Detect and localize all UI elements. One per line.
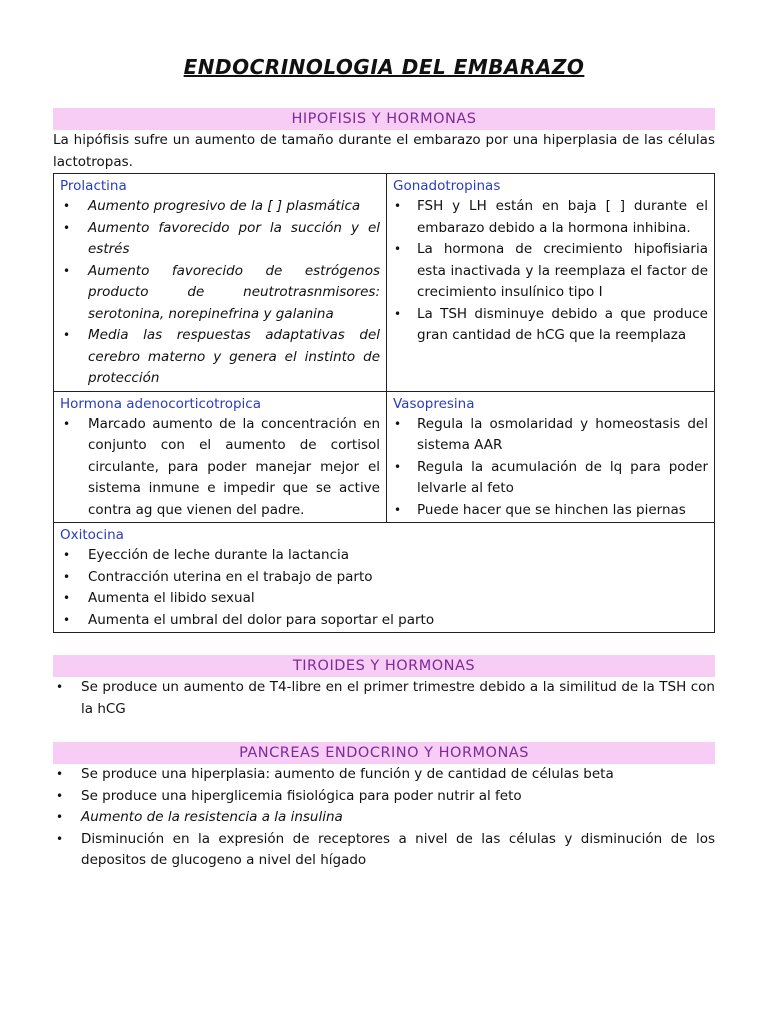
hormone-table — [53, 173, 715, 633]
list-item: • Marcado aumento de la concentración en conjunto con el aumento de cortisol circulante, para poder manejar mejor el sistema inmune e impedir que se active contra ag que vienen del padre. — [63, 415, 380, 518]
document-page — [53, 50, 715, 872]
list-item: • Aumenta el libido sexual — [60, 588, 708, 610]
bullet-icon: • — [56, 831, 64, 846]
cell-title-acth: Hormona adenocorticotropica — [60, 395, 261, 412]
list-prolactina — [60, 196, 380, 390]
list-item: • Regula la acumulación de lq para poder lelvarle al feto — [394, 458, 708, 496]
list-item: • Aumento favorecido de estrógenos producto de neutrotrasnmisores: serotonina, norepinefrina y galanina — [63, 262, 380, 322]
list-item: • Se produce una hiperglicemia fisiológica para poder nutrir al feto — [53, 786, 715, 808]
bullet-icon: • — [63, 612, 71, 627]
bullet-icon: • — [63, 328, 71, 342]
bullet-icon: • — [63, 199, 71, 213]
bullet-icon: • — [56, 767, 64, 781]
list-item: • La hormona de crecimiento hipofisiaria esta inactivada y la reemplaza el factor de crecimiento insulínico tipo I — [394, 241, 708, 300]
list-oxitocina — [60, 545, 708, 631]
list-gonadotropinas — [393, 196, 708, 347]
list-item: • Aumento favorecido por la succión y el estrés — [63, 219, 380, 257]
cell-gonadotropinas — [387, 174, 715, 392]
bullet-icon: • — [394, 306, 402, 321]
list-item: • Disminución en la expresión de receptores a nivel de las células y disminución de los depositos de glucogeno a nivel del hígado — [56, 830, 715, 868]
list-item: • La TSH disminuye debido a que produce gran cantidad de hCG que la reemplaza — [394, 305, 708, 343]
bullet-icon: • — [394, 502, 402, 517]
bullet-icon: • — [63, 591, 71, 605]
bullet-icon: • — [56, 680, 64, 694]
bullet-icon: • — [394, 199, 402, 213]
cell-acth — [54, 391, 387, 523]
bullet-icon: • — [63, 416, 71, 431]
hipofisis-intro: La hipófisis sufre un aumento de tamaño durante el embarazo por una hiperplasia de las células lactotropas. — [53, 132, 715, 170]
page-title: ENDOCRINOLOGIA DEL EMBARAZO — [183, 55, 585, 79]
bullet-icon: • — [56, 810, 64, 824]
cell-title-gonadotropinas: Gonadotropinas — [393, 178, 501, 194]
cell-title-oxitocina: Oxitocina — [60, 527, 124, 543]
list-item: • Regula la osmolaridad y homeostasis del sistema AAR — [394, 415, 708, 453]
section-heading-hipofisis: HIPOFISIS Y HORMONAS — [53, 108, 715, 130]
list-item: • Contracción uterina en el trabajo de parto — [60, 567, 708, 589]
bullet-icon: • — [63, 548, 71, 562]
bullet-icon: • — [63, 569, 71, 584]
section-heading-pancreas: PANCREAS ENDOCRINO Y HORMONAS — [53, 742, 715, 764]
cell-title-prolactina: Prolactina — [60, 178, 127, 194]
cell-title-vasopresina: Vasopresina — [393, 395, 475, 412]
cell-oxitocina — [54, 523, 715, 633]
list-item: • Media las respuestas adaptativas del cerebro materno y genera el instinto de protección — [63, 327, 380, 386]
bullet-icon: • — [63, 263, 71, 278]
list-item: • Eyección de leche durante la lactancia — [60, 545, 708, 567]
list-item: • Aumenta el umbral del dolor para soportar el parto — [60, 610, 708, 632]
list-vasopresina — [393, 414, 708, 522]
cell-prolactina — [54, 174, 387, 392]
list-tiroides — [53, 677, 715, 720]
bullet-icon: • — [63, 220, 71, 235]
list-item: • FSH y LH están en baja [ ] durante el embarazo debido a la hormona inhibina. — [394, 198, 708, 236]
bullet-icon: • — [394, 242, 402, 256]
section-heading-tiroides: TIROIDES Y HORMONAS — [53, 655, 715, 677]
list-item: • Aumento de la resistencia a la insulina — [53, 807, 715, 829]
bullet-icon: • — [394, 416, 402, 431]
bullet-icon: • — [56, 788, 64, 803]
list-item: • Se produce una hiperplasia: aumento de función y de cantidad de células beta — [53, 764, 715, 786]
bullet-icon: • — [394, 459, 402, 474]
list-acth — [60, 414, 380, 522]
list-pancreas — [53, 764, 715, 872]
list-item: • Se produce un aumento de T4-libre en el primer trimestre debido a la similitud de la TSH con la hCG — [56, 679, 715, 717]
cell-vasopresina — [387, 391, 715, 523]
list-item: • Puede hacer que se hinchen las piernas — [393, 500, 708, 522]
list-item: • Aumento progresivo de la [ ] plasmática — [60, 196, 380, 218]
